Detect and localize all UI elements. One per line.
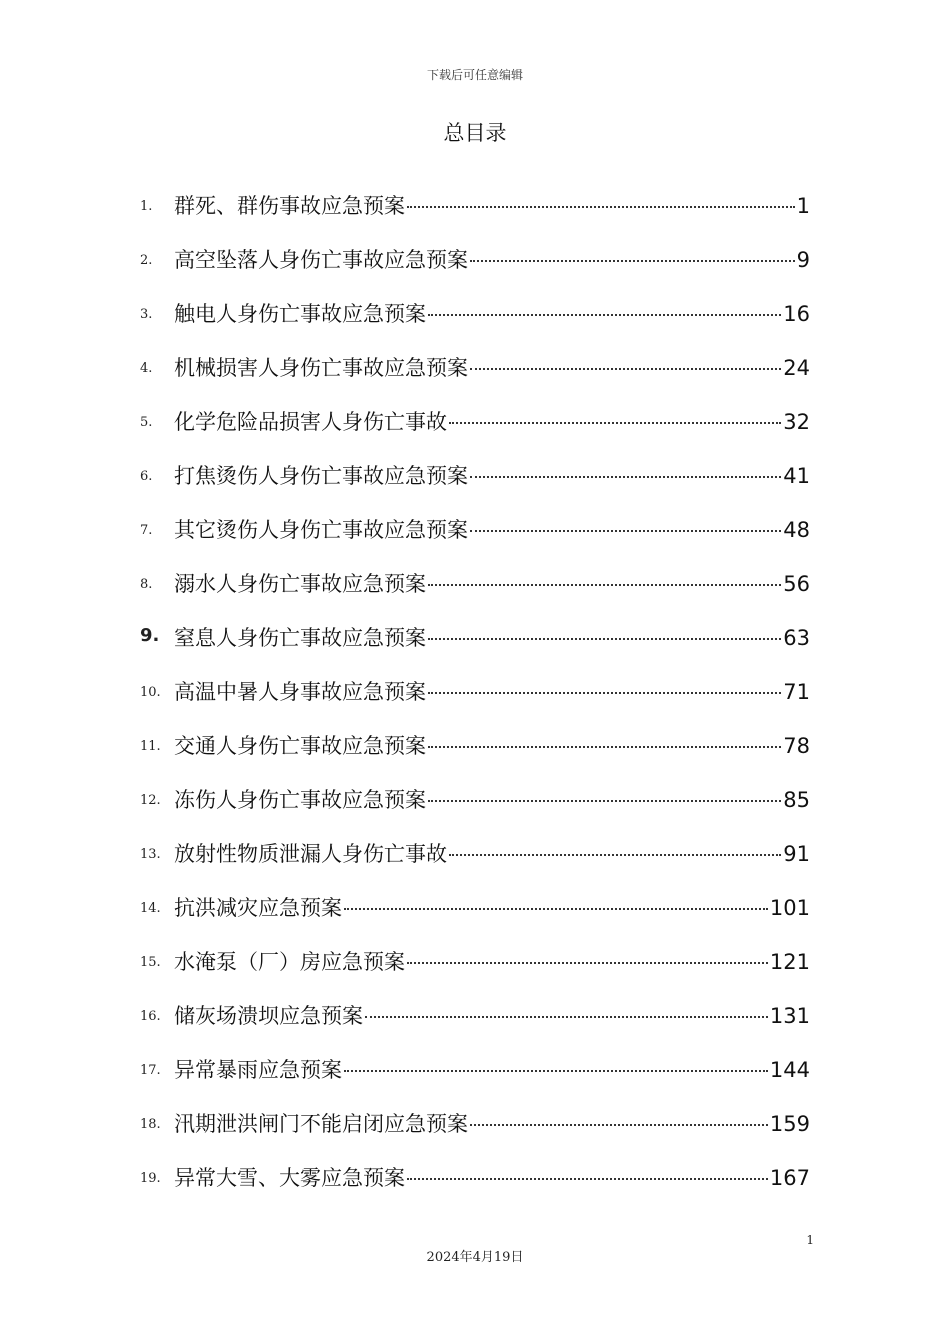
toc-entry[interactable] <box>140 1044 810 1098</box>
toc-label: 冻伤人身伤亡事故应急预案 <box>174 788 426 812</box>
toc-label: 溺水人身伤亡事故应急预案 <box>174 572 426 596</box>
dot-leader <box>428 314 781 316</box>
toc-page: 48 <box>783 518 810 542</box>
toc-label: 水淹泵（厂）房应急预案 <box>174 950 405 974</box>
toc-entry[interactable] <box>140 342 810 396</box>
dot-leader <box>428 584 781 586</box>
toc-page: 71 <box>783 680 810 704</box>
toc-label: 交通人身伤亡事故应急预案 <box>174 734 426 758</box>
dot-leader <box>428 746 781 748</box>
dot-leader <box>470 368 781 370</box>
toc-page: 32 <box>783 410 810 434</box>
toc-number: 4. <box>140 361 153 376</box>
toc-page: 56 <box>783 572 810 596</box>
toc-number: 9. <box>140 625 160 646</box>
toc-label: 高温中暑人身事故应急预案 <box>174 680 426 704</box>
toc-label: 抗洪减灾应急预案 <box>174 896 342 920</box>
toc-entry[interactable] <box>140 666 810 720</box>
toc-entry[interactable] <box>140 774 810 828</box>
toc-page: 16 <box>783 302 810 326</box>
dot-leader <box>407 206 795 208</box>
dot-leader <box>365 1016 768 1018</box>
toc-page: 24 <box>783 356 810 380</box>
toc-page: 85 <box>783 788 810 812</box>
dot-leader <box>344 1070 768 1072</box>
toc-number: 15. <box>140 955 161 970</box>
toc-entry[interactable] <box>140 558 810 612</box>
toc-label: 触电人身伤亡事故应急预案 <box>174 302 426 326</box>
toc-label: 异常暴雨应急预案 <box>174 1058 342 1082</box>
toc-entry[interactable] <box>140 504 810 558</box>
toc-entry[interactable] <box>140 396 810 450</box>
footer-date: 2024年4月19日 <box>426 1250 524 1265</box>
dot-leader <box>407 962 768 964</box>
dot-leader <box>470 260 795 262</box>
toc-number: 12. <box>140 793 161 808</box>
toc-label: 高空坠落人身伤亡事故应急预案 <box>174 248 468 272</box>
dot-leader <box>407 1178 768 1180</box>
toc-number: 18. <box>140 1117 161 1132</box>
toc-page: 159 <box>769 1112 810 1136</box>
toc-label: 汛期泄洪闸门不能启闭应急预案 <box>174 1112 468 1136</box>
toc-page: 144 <box>769 1058 810 1082</box>
dot-leader <box>470 476 781 478</box>
page-title: 总目录 <box>443 121 507 145</box>
toc-entry[interactable] <box>140 288 810 342</box>
toc-number: 11. <box>140 739 161 754</box>
toc-entry[interactable] <box>140 720 810 774</box>
toc-entry[interactable] <box>140 936 810 990</box>
toc-entry[interactable] <box>140 990 810 1044</box>
page-number: 1 <box>806 1233 814 1247</box>
toc-page: 9 <box>796 248 810 272</box>
dot-leader <box>428 638 781 640</box>
toc-number: 19. <box>140 1171 161 1186</box>
toc-label: 窒息人身伤亡事故应急预案 <box>174 626 426 650</box>
dot-leader <box>428 800 781 802</box>
toc-number: 13. <box>140 847 161 862</box>
header-note: 下载后可任意编辑 <box>426 68 523 82</box>
toc-page: 78 <box>783 734 810 758</box>
dot-leader <box>470 1124 768 1126</box>
toc-number: 8. <box>140 577 153 592</box>
toc-entry[interactable] <box>140 234 810 288</box>
toc-page: 121 <box>769 950 810 974</box>
toc-page: 101 <box>769 896 810 920</box>
toc-page: 63 <box>783 626 810 650</box>
toc-number: 14. <box>140 901 161 916</box>
toc-label: 化学危险品损害人身伤亡事故 <box>174 410 447 434</box>
toc-label: 群死、群伤事故应急预案 <box>174 194 405 218</box>
toc-page: 41 <box>783 464 810 488</box>
toc-label: 放射性物质泄漏人身伤亡事故 <box>174 842 447 866</box>
toc-page: 131 <box>769 1004 810 1028</box>
toc-entry[interactable] <box>140 882 810 936</box>
toc-number: 2. <box>140 253 153 268</box>
table-of-contents <box>140 180 810 1206</box>
toc-entry[interactable] <box>140 1098 810 1152</box>
dot-leader <box>449 422 781 424</box>
dot-leader <box>428 692 781 694</box>
toc-entry[interactable] <box>140 180 810 234</box>
toc-entry[interactable] <box>140 828 810 882</box>
toc-label: 储灰场溃坝应急预案 <box>174 1004 363 1028</box>
toc-label: 机械损害人身伤亡事故应急预案 <box>174 356 468 380</box>
toc-page: 1 <box>796 194 810 218</box>
toc-number: 3. <box>140 307 153 322</box>
dot-leader <box>470 530 781 532</box>
toc-number: 10. <box>140 685 161 700</box>
toc-number: 1. <box>140 199 153 214</box>
toc-entry[interactable] <box>140 612 810 666</box>
toc-number: 6. <box>140 469 153 484</box>
toc-label: 其它烫伤人身伤亡事故应急预案 <box>174 518 468 542</box>
toc-entry[interactable] <box>140 450 810 504</box>
toc-number: 5. <box>140 415 153 430</box>
toc-page: 91 <box>783 842 810 866</box>
dot-leader <box>344 908 768 910</box>
toc-number: 7. <box>140 523 153 538</box>
toc-label: 异常大雪、大雾应急预案 <box>174 1166 405 1190</box>
toc-entry[interactable] <box>140 1152 810 1206</box>
toc-number: 17. <box>140 1063 161 1078</box>
toc-label: 打焦烫伤人身伤亡事故应急预案 <box>174 464 468 488</box>
toc-number: 16. <box>140 1009 161 1024</box>
toc-page: 167 <box>769 1166 810 1190</box>
dot-leader <box>449 854 781 856</box>
